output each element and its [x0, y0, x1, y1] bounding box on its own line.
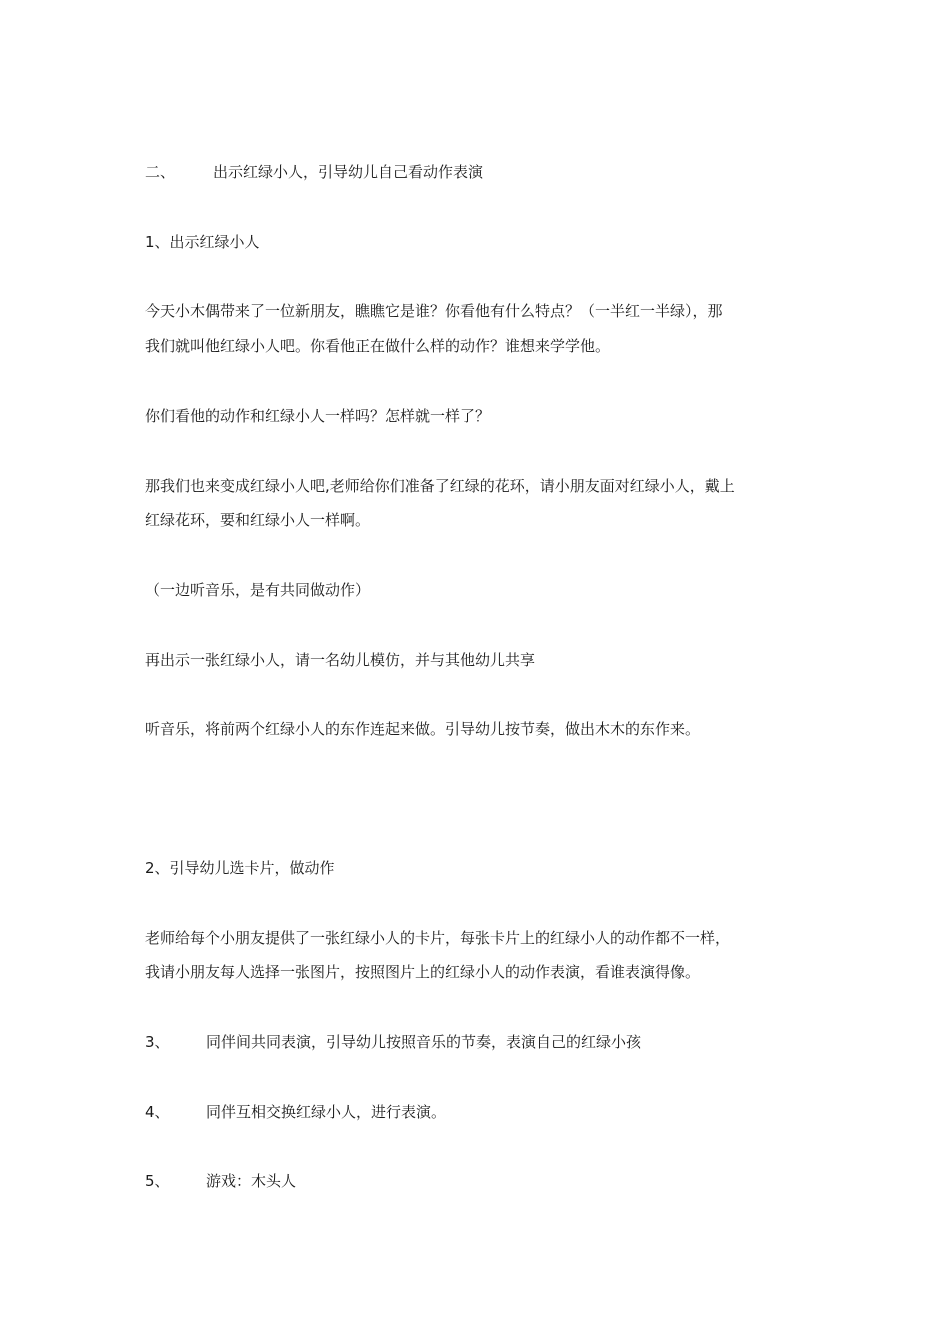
list-item-text: 同伴互相交换红绿小人，进行表演。: [206, 1103, 447, 1121]
list-item-number: 5、: [145, 1172, 170, 1190]
list-item: [145, 1032, 641, 1052]
step2-title: 2、引导幼儿选卡片，做动作: [145, 859, 335, 877]
list-item-number: 4、: [145, 1103, 170, 1121]
paragraph-line: 老师给每个小朋友提供了一张红绿小人的卡片，每张卡片上的红绿小人的动作都不一样，: [145, 929, 731, 947]
paragraph-line: 今天小木偶带来了一位新朋友，瞧瞧它是谁？你看他有什么特点？（一半红一半绿），那: [145, 302, 723, 320]
paragraph-line: （一边听音乐，是有共同做动作）: [145, 581, 371, 599]
list-item-number: 3、: [145, 1033, 170, 1051]
list-item: [145, 1102, 446, 1122]
list-item-text: 同伴间共同表演，引导幼儿按照音乐的节奏，表演自己的红绿小孩: [206, 1033, 642, 1051]
list-item-text: 游戏：木头人: [206, 1172, 297, 1190]
paragraph-line: 你们看他的动作和红绿小人一样吗？怎样就一样了？: [145, 407, 491, 425]
list-item: [145, 1171, 296, 1191]
section-heading-text: 出示红绿小人，引导幼儿自己看动作表演: [213, 163, 484, 181]
step1-title: 1、出示红绿小人: [145, 233, 260, 251]
section-heading: [145, 162, 483, 182]
paragraph-line: 我们就叫他红绿小人吧。你看他正在做什么样的动作？谁想来学学他。: [145, 337, 611, 355]
section-heading-number: 二、: [145, 163, 176, 181]
paragraph-line: 再出示一张红绿小人，请一名幼儿模仿，并与其他幼儿共享: [145, 651, 536, 669]
paragraph-line: 听音乐，将前两个红绿小人的东作连起来做。引导幼儿按节奏，做出木木的东作来。: [145, 720, 701, 738]
paragraph-line: 红绿花环，要和红绿小人一样啊。: [145, 511, 371, 529]
paragraph-line: 我请小朋友每人选择一张图片，按照图片上的红绿小人的动作表演，看谁表演得像。: [145, 963, 701, 981]
paragraph-line: 那我们也来变成红绿小人吧,老师给你们准备了红绿的花环，请小朋友面对红绿小人，戴上: [145, 477, 735, 495]
